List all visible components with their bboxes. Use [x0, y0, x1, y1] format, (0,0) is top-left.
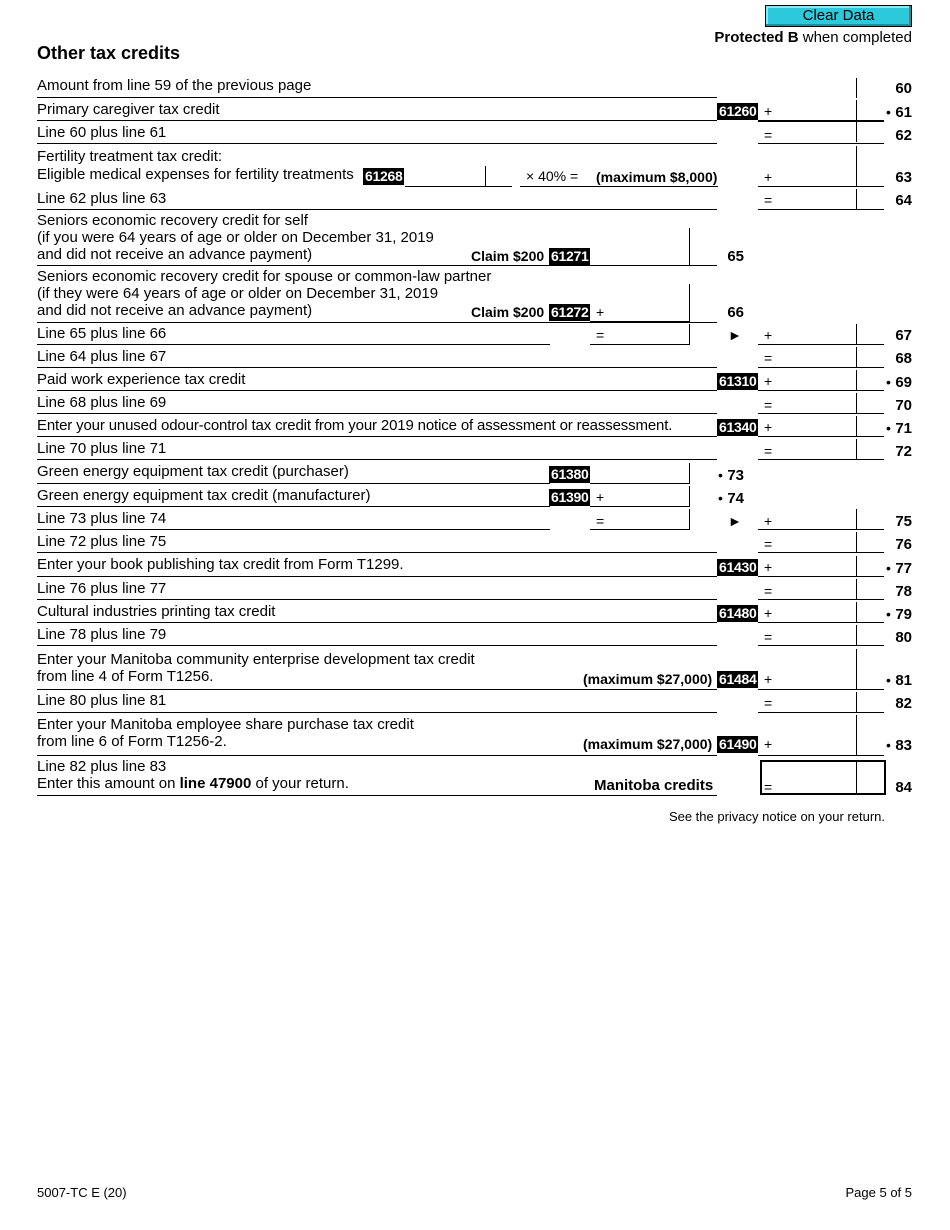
bullet: • — [886, 104, 891, 120]
rule — [856, 189, 857, 209]
plus-sign: + — [764, 169, 773, 185]
line-80-number: 80 — [895, 629, 912, 646]
rule — [37, 506, 550, 507]
plus-sign: + — [764, 373, 773, 389]
bullet: • — [886, 606, 891, 622]
rule — [758, 186, 884, 187]
rule — [37, 795, 717, 796]
rule — [590, 529, 690, 530]
rule — [758, 712, 884, 713]
line-73-number: 73 — [727, 467, 744, 484]
rule — [689, 463, 690, 483]
rule — [856, 370, 857, 390]
rule — [758, 599, 884, 600]
privacy-notice: See the privacy notice on your return. — [668, 809, 885, 824]
rule — [856, 532, 857, 552]
line-70-label: Line 68 plus line 69 — [37, 394, 167, 411]
rule — [856, 692, 857, 712]
equals-sign: = — [764, 127, 773, 143]
line-62-number: 62 — [895, 127, 912, 144]
line-82-label: Line 80 plus line 81 — [37, 692, 167, 709]
rule — [590, 506, 690, 507]
line-84-label-1: Line 82 plus line 83 — [37, 758, 167, 775]
line-65-label-3: and did not receive an advance payment) — [37, 246, 313, 263]
multiplier: × 40% = — [526, 168, 579, 184]
line-77-number: 77 — [895, 560, 912, 577]
line-72-number: 72 — [895, 443, 912, 460]
line-84-number: 84 — [895, 779, 912, 796]
equals-sign: = — [764, 536, 773, 552]
rule — [856, 439, 857, 459]
equals-sign: = — [764, 629, 773, 645]
rule — [37, 712, 717, 713]
rule — [520, 186, 718, 187]
line-66-number: 66 — [727, 304, 744, 321]
rule — [689, 486, 690, 506]
line-75-number: 75 — [895, 513, 912, 530]
code-61272: 61272 — [551, 304, 589, 320]
rule — [856, 347, 857, 367]
plus-sign: + — [764, 103, 773, 119]
rule — [37, 120, 717, 121]
line-83-label-2: from line 6 of Form T1256-2. — [37, 733, 227, 750]
code-61260: 61260 — [719, 103, 757, 119]
plus-sign: + — [764, 559, 773, 575]
line-69-input[interactable] — [760, 370, 856, 390]
rule — [758, 622, 884, 623]
line-83-label-1: Enter your Manitoba employee share purchase tax credit — [37, 716, 414, 733]
rule — [37, 390, 717, 391]
plus-sign: + — [764, 513, 773, 529]
line-60-number: 60 — [895, 80, 912, 97]
line-67-label: Line 65 plus line 66 — [37, 325, 167, 342]
rule — [856, 715, 857, 755]
rule — [856, 760, 857, 795]
line-79-number: 79 — [895, 606, 912, 623]
rule — [37, 552, 717, 553]
bullet: • — [886, 374, 891, 390]
line-84-post: of your return. — [251, 775, 349, 792]
rule — [856, 393, 857, 413]
line-74-number: 74 — [727, 490, 744, 507]
line-66-label-2: (if they were 64 years of age or older on December 31, 2019 — [37, 285, 439, 302]
rule — [37, 265, 717, 266]
rule — [37, 143, 717, 144]
rule — [856, 602, 857, 622]
bullet: • — [886, 560, 891, 576]
rule — [856, 78, 857, 98]
rule — [856, 146, 857, 186]
claim-200-spouse: Claim $200 — [471, 304, 545, 320]
rule — [37, 209, 717, 210]
rule — [856, 100, 857, 120]
rule — [590, 344, 690, 345]
equals-sign: = — [764, 192, 773, 208]
code-61390: 61390 — [551, 489, 589, 505]
line-76-number: 76 — [895, 536, 912, 553]
rule — [758, 367, 884, 368]
line-65-number: 65 — [727, 248, 744, 265]
line-63-heading: Fertility treatment tax credit: — [37, 148, 223, 165]
code-61380: 61380 — [551, 466, 589, 482]
rule — [758, 436, 884, 437]
code-61490: 61490 — [719, 736, 757, 752]
line-64-label: Line 62 plus line 63 — [37, 190, 167, 207]
plus-sign: + — [596, 489, 605, 505]
plus-sign: + — [764, 605, 773, 621]
rule — [37, 413, 717, 414]
line-83-input[interactable] — [760, 733, 856, 753]
line-70-number: 70 — [895, 397, 912, 414]
arrow-icon: ► — [728, 513, 742, 529]
code-61430: 61430 — [719, 559, 757, 575]
rule — [590, 483, 690, 484]
line-74-label: Green energy equipment tax credit (manufacturer) — [37, 487, 371, 504]
line-80-label: Line 78 plus line 79 — [37, 626, 167, 643]
rule — [37, 322, 717, 323]
line-60-label: Amount from line 59 of the previous page — [37, 77, 312, 94]
rule — [689, 509, 690, 529]
line-47900-ref: line 47900 — [179, 775, 252, 792]
clear-data-button[interactable]: Clear Data — [765, 5, 912, 27]
line-72-label: Line 70 plus line 71 — [37, 440, 167, 457]
bullet: • — [886, 420, 891, 436]
rule — [758, 552, 884, 553]
line-84-pre: Enter this amount on — [37, 775, 180, 792]
line-61-number: 61 — [895, 104, 912, 121]
rule — [485, 166, 486, 186]
line-66-label-3: and did not receive an advance payment) — [37, 302, 313, 319]
code-61310: 61310 — [719, 373, 757, 389]
bullet: • — [886, 737, 891, 753]
plus-sign: + — [764, 671, 773, 687]
bullet: • — [718, 467, 723, 483]
rule — [37, 755, 717, 756]
rule — [37, 529, 550, 530]
protected-rest: when completed — [798, 29, 912, 46]
line-77-input[interactable] — [760, 556, 856, 576]
line-79-input[interactable] — [760, 602, 856, 622]
equals-sign: = — [764, 583, 773, 599]
line-78-number: 78 — [895, 583, 912, 600]
rule — [37, 622, 717, 623]
rule — [37, 645, 717, 646]
manitoba-credits-label: Manitoba credits — [594, 777, 714, 794]
line-65-label-1: Seniors economic recovery credit for self — [37, 212, 308, 229]
rule — [856, 625, 857, 645]
rule — [856, 649, 857, 689]
rule — [37, 436, 717, 437]
plus-sign: + — [764, 736, 773, 752]
rule — [37, 689, 717, 690]
line-62-label: Line 60 plus line 61 — [37, 124, 167, 141]
rule — [758, 459, 884, 460]
code-61484: 61484 — [719, 671, 757, 687]
rule — [758, 529, 884, 530]
maximum-8000: (maximum $8,000) — [596, 169, 718, 185]
line-71-input[interactable] — [760, 416, 856, 436]
rule — [856, 416, 857, 436]
rule — [758, 344, 884, 345]
line-74-input[interactable] — [608, 486, 689, 506]
line-67-number: 67 — [895, 327, 912, 344]
protected-b-label: Protected B — [714, 29, 799, 46]
line-75-label: Line 73 plus line 74 — [37, 510, 167, 527]
rule — [689, 324, 690, 344]
maximum-27000: (maximum $27,000) — [583, 671, 713, 687]
bullet: • — [718, 490, 723, 506]
line-68-label: Line 64 plus line 67 — [37, 348, 167, 365]
line-77-label: Enter your book publishing tax credit from Form T1299. — [37, 556, 404, 573]
line-81-label-2: from line 4 of Form T1256. — [37, 668, 214, 685]
line-84-input[interactable] — [776, 763, 854, 792]
rule — [37, 97, 717, 98]
rule — [37, 459, 717, 460]
rule — [758, 413, 884, 414]
line-63-label: Eligible medical expenses for fertility treatments — [37, 166, 354, 183]
rule — [758, 120, 884, 122]
line-82-number: 82 — [895, 695, 912, 712]
rule — [37, 483, 550, 484]
rule — [689, 228, 690, 266]
equals-sign: = — [764, 397, 773, 413]
bullet: • — [886, 672, 891, 688]
line-73-label: Green energy equipment tax credit (purchaser) — [37, 463, 349, 480]
rule — [758, 645, 884, 646]
rule — [856, 324, 857, 344]
section-title: Other tax credits — [37, 43, 181, 63]
line-81-number: 81 — [895, 672, 912, 689]
claim-200-self: Claim $200 — [471, 248, 545, 264]
rule — [758, 143, 884, 144]
line-76-label: Line 72 plus line 75 — [37, 533, 167, 550]
line-65-label-2: (if you were 64 years of age or older on December 31, 2019 — [37, 229, 434, 246]
rule — [758, 755, 884, 756]
rule — [37, 599, 717, 600]
rule — [758, 576, 884, 577]
line-69-label: Paid work experience tax credit — [37, 371, 246, 388]
line-63-number: 63 — [895, 169, 912, 186]
page-number: Page 5 of 5 — [845, 1185, 912, 1200]
plus-sign: + — [764, 327, 773, 343]
rule — [37, 576, 717, 577]
rule — [37, 367, 717, 368]
line-66-label-1: Seniors economic recovery credit for spouse or common-law partner — [37, 268, 492, 285]
plus-sign: + — [596, 304, 605, 320]
rule — [856, 556, 857, 576]
line-64-number: 64 — [895, 192, 912, 209]
line-73-input[interactable] — [592, 463, 689, 483]
line-84-label-2 — [37, 775, 349, 792]
equals-sign: = — [764, 443, 773, 459]
form-id: 5007-TC E (20) — [37, 1185, 127, 1200]
rule — [689, 284, 690, 322]
rule — [856, 509, 857, 529]
rule — [758, 209, 884, 210]
code-61340: 61340 — [719, 419, 757, 435]
line-79-label: Cultural industries printing tax credit — [37, 603, 276, 620]
equals-sign: = — [764, 695, 773, 711]
rule — [856, 122, 857, 142]
rule — [37, 344, 550, 345]
rule — [758, 689, 884, 690]
rule — [405, 186, 512, 187]
code-61271: 61271 — [551, 248, 589, 264]
equals-sign: = — [764, 350, 773, 366]
protected-notice — [714, 29, 912, 46]
line-81-label-1: Enter your Manitoba community enterprise development tax credit — [37, 651, 475, 668]
equals-sign: = — [596, 327, 605, 343]
plus-sign: + — [764, 419, 773, 435]
line-83-number: 83 — [895, 737, 912, 754]
equals-sign: = — [596, 513, 605, 529]
code-61268: 61268 — [365, 168, 403, 184]
arrow-icon: ► — [728, 327, 742, 343]
line-61-label: Primary caregiver tax credit — [37, 101, 220, 118]
line-68-number: 68 — [895, 350, 912, 367]
line-61-input[interactable] — [760, 100, 856, 120]
line-81-input[interactable] — [760, 668, 856, 688]
maximum-27000: (maximum $27,000) — [583, 736, 713, 752]
line-63-expenses-input[interactable] — [405, 166, 485, 186]
equals-sign: = — [764, 779, 773, 795]
rule — [856, 579, 857, 599]
line-69-number: 69 — [895, 374, 912, 391]
line-71-number: 71 — [895, 420, 912, 437]
code-61480: 61480 — [719, 605, 757, 621]
line-71-label: Enter your unused odour-control tax credit from your 2019 notice of assessment or reassessment. — [37, 417, 673, 434]
line-78-label: Line 76 plus line 77 — [37, 580, 167, 597]
rule — [758, 390, 884, 391]
